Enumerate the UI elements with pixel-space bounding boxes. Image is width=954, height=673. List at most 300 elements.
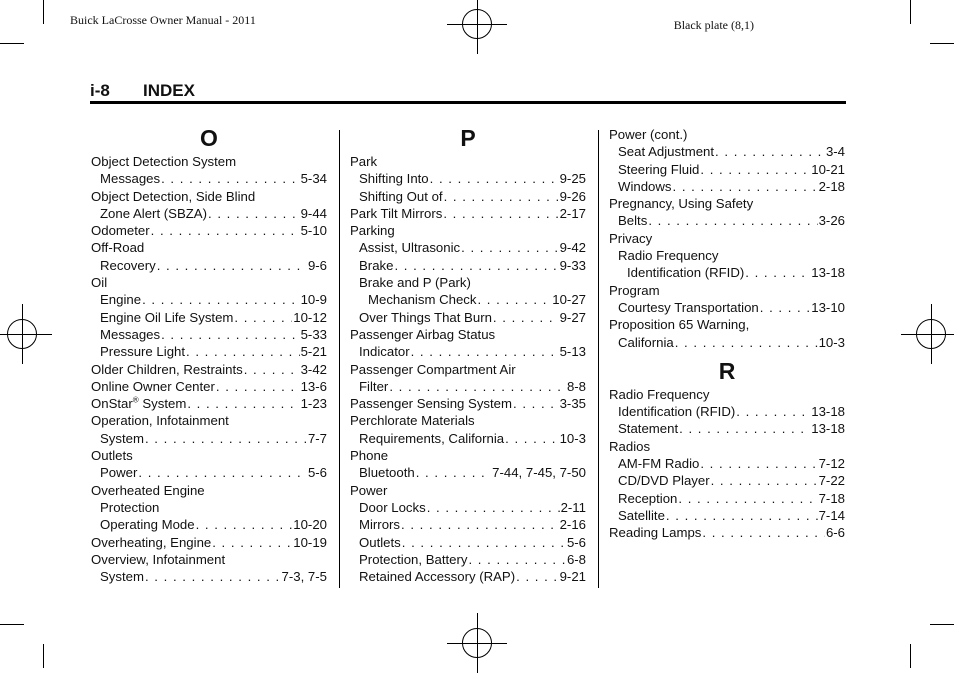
dot-leader — [715, 143, 825, 160]
index-entry — [91, 153, 327, 170]
entry-text — [100, 291, 141, 308]
page-reference: 9-42 — [559, 240, 586, 256]
page-reference: 9-21 — [559, 569, 586, 585]
entry-label: Parking — [350, 223, 395, 239]
entry-label: Belts — [618, 213, 648, 229]
index-letter-heading: R — [718, 357, 736, 384]
page-reference: 13-18 — [811, 404, 845, 420]
entry-text — [91, 153, 236, 170]
entry-text — [618, 472, 710, 489]
dot-leader — [702, 524, 825, 541]
index-entry — [91, 551, 327, 568]
entry-text — [100, 170, 160, 187]
dot-leader — [161, 326, 299, 343]
entry-text — [609, 386, 709, 403]
entry-text — [368, 291, 476, 308]
dot-leader — [208, 205, 300, 222]
index-entry — [350, 499, 586, 516]
entry-text — [350, 447, 388, 464]
entry-text — [350, 395, 512, 412]
page-reference: 7-22 — [818, 473, 845, 489]
entry-text — [609, 524, 701, 541]
page-reference: 10-9 — [300, 292, 327, 308]
page-reference: 3-35 — [559, 396, 586, 412]
entry-text — [100, 309, 233, 326]
entry-label: Mechanism Check — [368, 292, 477, 308]
entry-text — [91, 361, 243, 378]
entry-text — [618, 143, 714, 160]
index-entry — [91, 447, 327, 464]
entry-text — [618, 455, 699, 472]
dot-leader — [142, 291, 300, 308]
entry-label: Overheated Engine — [91, 482, 205, 498]
index-entry — [350, 274, 586, 291]
entry-label: Indicator — [359, 344, 410, 360]
index-entry — [350, 551, 586, 568]
dot-leader — [443, 205, 558, 222]
dot-leader — [648, 212, 817, 229]
index-entry — [350, 412, 586, 429]
index-entry — [350, 534, 586, 551]
entry-text — [91, 395, 186, 412]
entry-label: Perchlorate Materials — [350, 413, 475, 429]
crop-mark — [0, 43, 24, 44]
index-entry — [91, 205, 327, 222]
index-entry — [609, 334, 845, 351]
dot-leader — [493, 309, 559, 326]
page-reference: 3-42 — [300, 361, 327, 377]
dot-leader — [138, 464, 307, 481]
entry-text — [91, 412, 229, 429]
entry-text — [350, 326, 495, 343]
crop-mark — [910, 0, 911, 24]
entry-label: Engine — [100, 292, 142, 308]
page-reference: 7-18 — [818, 490, 845, 506]
entry-text — [609, 316, 749, 333]
index-entry — [91, 239, 327, 256]
entry-label: Park Tilt Mirrors — [350, 205, 443, 221]
crop-mark — [910, 644, 911, 668]
page-reference: 7-44, 7-45, 7-50 — [492, 465, 586, 481]
page-reference: 13-10 — [811, 299, 845, 315]
page-reference: 2-16 — [559, 517, 586, 533]
entry-label: Overheating, Engine — [91, 534, 212, 550]
entry-text — [350, 361, 516, 378]
entry-text — [618, 334, 674, 351]
entry-label: Statement — [618, 421, 679, 437]
dot-leader — [700, 455, 817, 472]
dot-leader — [427, 499, 560, 516]
entry-text — [100, 430, 144, 447]
dot-leader — [430, 170, 559, 187]
entry-label: Park — [350, 154, 378, 169]
page-reference: 13-18 — [811, 265, 845, 281]
page-reference: 10-21 — [811, 161, 845, 177]
dot-leader — [394, 257, 558, 274]
entry-label: Over Things That Burn — [359, 309, 492, 325]
entry-text — [618, 490, 677, 507]
page-reference: 7-3, 7-5 — [281, 569, 327, 585]
index-entry — [609, 490, 845, 507]
index-letter-heading: P — [460, 125, 476, 151]
index-entry — [609, 247, 845, 264]
entry-text — [359, 516, 400, 533]
entry-text — [91, 274, 107, 291]
dot-leader — [513, 395, 559, 412]
entry-label: Outlets — [91, 448, 133, 464]
crop-mark — [0, 624, 24, 625]
entry-text — [100, 205, 207, 222]
entry-label: Online Owner Center — [91, 378, 215, 394]
index-entry — [91, 326, 327, 343]
page-reference: 2-17 — [559, 205, 586, 221]
index-entry — [91, 464, 327, 481]
index-entry — [91, 343, 327, 360]
entry-text — [91, 222, 150, 239]
entry-text — [100, 257, 156, 274]
page-reference: 10-27 — [552, 292, 586, 308]
entry-label-continued: System — [138, 396, 187, 412]
index-entry — [350, 205, 586, 222]
entry-label: Operating Mode — [100, 517, 195, 533]
dot-leader — [244, 361, 300, 378]
entry-label: Power — [100, 465, 138, 481]
index-entry — [609, 386, 845, 403]
entry-label: CD/DVD Player — [618, 473, 710, 489]
index-entry — [91, 412, 327, 429]
dot-leader — [186, 343, 300, 360]
index-entry — [350, 447, 586, 464]
entry-label: Brake — [359, 257, 394, 273]
page-reference: 5-33 — [300, 326, 327, 342]
index-entry — [91, 222, 327, 239]
page-reference: 10-20 — [293, 517, 327, 533]
entry-label: Odometer — [91, 223, 150, 239]
entry-label: Pregnancy, Using Safety — [609, 196, 754, 212]
page-reference: 3-26 — [818, 213, 845, 229]
page-reference: 6-6 — [825, 525, 845, 541]
index-entry — [609, 212, 845, 229]
page-reference: 13-18 — [811, 421, 845, 437]
entry-label: Radios — [609, 438, 651, 454]
entry-label: Proposition 65 Warning, — [609, 317, 750, 333]
dot-leader — [145, 568, 281, 585]
entry-text — [618, 420, 678, 437]
entry-text — [100, 464, 137, 481]
entry-text — [91, 378, 215, 395]
entry-label: Protection — [100, 499, 160, 515]
entry-label: Protection, Battery — [359, 551, 468, 567]
entry-label: California — [618, 334, 674, 350]
dot-leader — [711, 472, 818, 489]
dot-leader — [151, 222, 300, 239]
index-entry — [609, 126, 845, 143]
entry-label: Operation, Infotainment — [91, 413, 229, 429]
entry-label: OnStar — [91, 396, 133, 412]
registration-mark-left — [0, 304, 52, 364]
page-reference: 6-8 — [566, 551, 586, 567]
entry-text — [91, 551, 225, 568]
index-entry — [91, 516, 327, 533]
entry-label: Windows — [618, 178, 672, 194]
index-entry — [350, 430, 586, 447]
dot-leader — [411, 343, 559, 360]
index-entry — [609, 282, 845, 299]
page-reference: 2-18 — [818, 178, 845, 194]
index-entry — [609, 472, 845, 489]
entry-label: Reception — [618, 490, 678, 506]
entry-label: Pressure Light — [100, 344, 186, 360]
entry-label: Passenger Compartment Air — [350, 361, 516, 377]
entry-text — [618, 212, 647, 229]
index-letter-heading: O — [200, 125, 218, 151]
registered-mark: ® — [132, 395, 139, 405]
entry-text — [91, 239, 144, 256]
entry-label: Passenger Airbag Status — [350, 326, 496, 342]
entry-label: Shifting Into — [359, 171, 429, 187]
index-entry — [91, 378, 327, 395]
entry-text — [359, 568, 515, 585]
entry-text — [627, 264, 744, 281]
page-reference: 9-26 — [559, 188, 586, 204]
page-reference: 5-21 — [300, 344, 327, 360]
page-reference: 5-10 — [300, 223, 327, 239]
dot-leader — [187, 395, 299, 412]
page-reference: 5-6 — [307, 465, 327, 481]
page-number: i-8 — [90, 81, 110, 100]
dot-leader — [468, 551, 565, 568]
index-entry — [91, 499, 327, 516]
entry-text — [91, 482, 205, 499]
entry-text — [609, 126, 687, 143]
index-entry — [91, 291, 327, 308]
index-entry — [350, 464, 586, 481]
entry-text — [359, 170, 429, 187]
index-entry — [609, 316, 845, 333]
entry-label: Retained Accessory (RAP) — [359, 569, 516, 585]
index-entry — [609, 438, 845, 455]
dot-leader — [477, 291, 551, 308]
index-entry — [350, 361, 586, 378]
index-entry — [350, 568, 586, 585]
page-reference: 7-14 — [818, 507, 845, 523]
index-entry — [350, 343, 586, 360]
index-column-3 — [609, 126, 845, 542]
crop-mark — [43, 644, 44, 668]
entry-text — [350, 412, 475, 429]
entry-label: System — [100, 430, 144, 446]
index-entry — [350, 239, 586, 256]
index-entry — [350, 395, 586, 412]
entry-label: Requirements, California — [359, 430, 505, 446]
page-reference: 5-34 — [300, 171, 327, 187]
registration-mark-bottom — [447, 613, 507, 673]
entry-label: Steering Fluid — [618, 161, 700, 177]
index-column-1 — [91, 126, 327, 585]
entry-label: Messages — [100, 326, 161, 342]
entry-label: Recovery — [100, 257, 156, 273]
dot-leader — [196, 516, 293, 533]
entry-text — [618, 161, 699, 178]
index-entry — [350, 516, 586, 533]
index-entry — [350, 188, 586, 205]
index-entry — [609, 299, 845, 316]
entry-label: Courtesy Transportation — [618, 299, 759, 315]
dot-leader — [700, 161, 810, 178]
index-entry — [91, 274, 327, 291]
page-reference: 9-33 — [559, 257, 586, 273]
index-entry — [350, 291, 586, 308]
entry-label: Object Detection, Side Blind — [91, 188, 256, 204]
index-entry — [91, 188, 327, 205]
entry-label: Power — [350, 482, 388, 498]
entry-text — [609, 195, 753, 212]
entry-text — [100, 343, 185, 360]
entry-text — [618, 299, 759, 316]
entry-text — [359, 188, 443, 205]
dot-leader — [666, 507, 818, 524]
index-entry — [91, 257, 327, 274]
index-entry — [609, 161, 845, 178]
entry-label: Reading Lamps — [609, 525, 702, 541]
index-entry — [609, 524, 845, 541]
entry-label: Zone Alert (SBZA) — [100, 205, 207, 221]
dot-leader — [745, 264, 810, 281]
entry-label: Assist, Ultrasonic — [359, 240, 461, 256]
entry-text — [359, 239, 460, 256]
entry-label: Off-Road — [91, 240, 145, 256]
index-entry — [609, 455, 845, 472]
index-entry — [350, 378, 586, 395]
entry-label: System — [100, 569, 144, 585]
entry-label: Bluetooth — [359, 465, 415, 481]
page-reference: 9-44 — [300, 205, 327, 221]
index-entry — [91, 482, 327, 499]
entry-text — [359, 343, 410, 360]
entry-text — [618, 247, 718, 264]
page-title: INDEX — [143, 81, 195, 100]
entry-label: Identification (RFID) — [627, 265, 745, 281]
dot-leader — [145, 430, 307, 447]
index-entry — [609, 143, 845, 160]
entry-label: Engine Oil Life System — [100, 309, 234, 325]
entry-text — [618, 403, 735, 420]
crop-mark — [930, 624, 954, 625]
entry-label: Shifting Out of — [359, 188, 443, 204]
index-column-2 — [350, 126, 586, 585]
index-entry — [609, 178, 845, 195]
column-divider — [598, 130, 599, 588]
entry-label: Door Locks — [359, 499, 426, 515]
page-reference: 5-13 — [559, 344, 586, 360]
page-reference: 7-12 — [818, 456, 845, 472]
dot-leader — [505, 430, 558, 447]
plate-label: Black plate (8,1) — [673, 18, 754, 32]
index-entry — [350, 153, 586, 170]
entry-text — [609, 438, 650, 455]
entry-text — [359, 534, 401, 551]
entry-text — [359, 257, 393, 274]
index-entry — [91, 430, 327, 447]
entry-label: Brake and P (Park) — [359, 275, 471, 291]
dot-leader — [736, 403, 810, 420]
entry-text — [359, 430, 504, 447]
index-entry — [350, 222, 586, 239]
dot-leader — [444, 188, 559, 205]
index-entry — [91, 309, 327, 326]
entry-label: Identification (RFID) — [618, 404, 736, 420]
index-entry — [91, 395, 327, 412]
entry-text — [100, 499, 159, 516]
page-reference: 8-8 — [566, 378, 586, 394]
entry-text — [359, 551, 467, 568]
page-reference: 10-12 — [293, 309, 327, 325]
dot-leader — [389, 378, 566, 395]
page-reference: 9-6 — [307, 257, 327, 273]
entry-label: Program — [609, 282, 660, 298]
entry-text — [350, 482, 387, 499]
dot-leader — [760, 299, 811, 316]
index-entry — [609, 230, 845, 247]
index-entry — [350, 170, 586, 187]
entry-label: Older Children, Restraints — [91, 361, 243, 377]
index-entry — [350, 257, 586, 274]
dot-leader — [401, 516, 559, 533]
entry-text — [100, 326, 160, 343]
entry-text — [359, 378, 388, 395]
dot-leader — [402, 534, 566, 551]
dot-leader — [161, 170, 299, 187]
page-reference: 9-25 — [559, 171, 586, 187]
entry-text — [618, 507, 665, 524]
entry-text — [91, 188, 255, 205]
entry-text — [100, 516, 195, 533]
entry-label: Filter — [359, 378, 389, 394]
page-reference: 3-4 — [825, 144, 845, 160]
page-reference: 1-23 — [300, 396, 327, 412]
entry-label: Phone — [350, 448, 389, 464]
entry-text — [359, 274, 471, 291]
index-entry — [91, 170, 327, 187]
entry-text — [618, 178, 672, 195]
entry-label: Power (cont.) — [609, 127, 688, 142]
entry-label: Overview, Infotainment — [91, 551, 226, 567]
dot-leader — [234, 309, 292, 326]
entry-text — [609, 230, 652, 247]
entry-text — [100, 568, 144, 585]
page-reference: 7-7 — [307, 430, 327, 446]
crop-mark — [43, 0, 44, 24]
dot-leader — [416, 464, 491, 481]
registration-mark-right — [901, 304, 954, 364]
index-entry — [350, 309, 586, 326]
entry-text — [350, 222, 395, 239]
page-reference: 2-11 — [560, 499, 586, 515]
registration-mark-top — [447, 0, 507, 54]
entry-text — [359, 499, 426, 516]
index-entry — [609, 264, 845, 281]
dot-leader — [516, 568, 558, 585]
page-reference: 9-27 — [559, 309, 586, 325]
dot-leader — [675, 334, 818, 351]
dot-leader — [216, 378, 300, 395]
entry-text — [359, 309, 492, 326]
index-entry — [350, 482, 586, 499]
entry-label: Privacy — [609, 230, 653, 246]
entry-label: Radio Frequency — [609, 386, 710, 402]
page-reference: 13-6 — [300, 378, 327, 394]
entry-text — [91, 447, 133, 464]
